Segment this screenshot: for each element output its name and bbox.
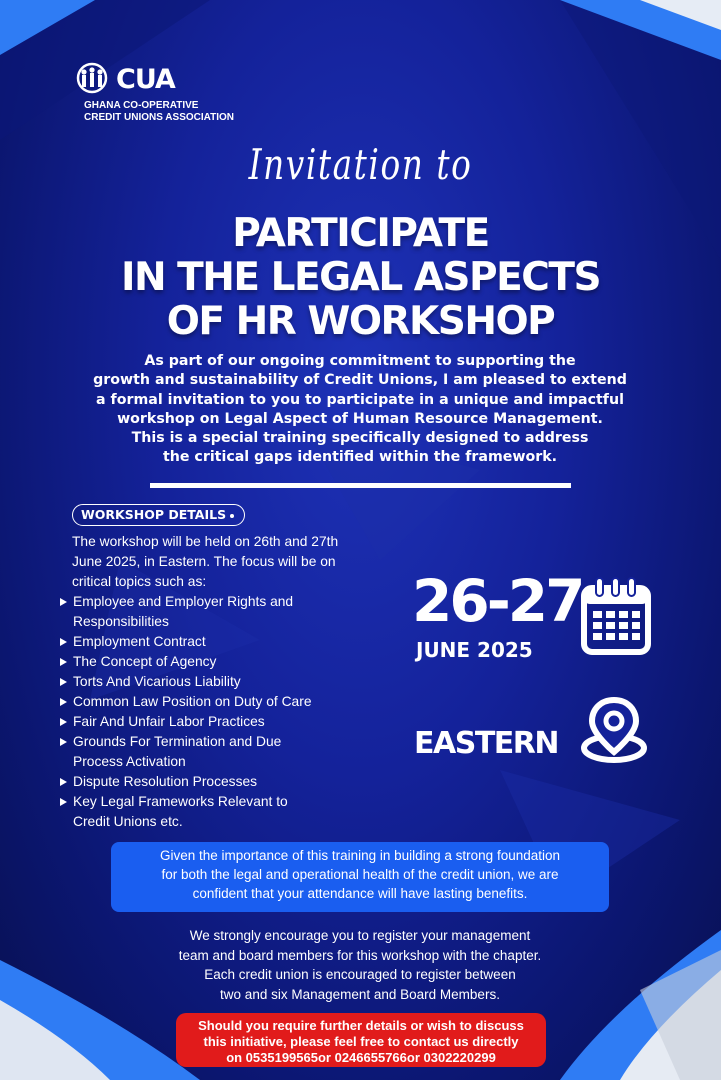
topic-text: Employee and Employer Rights and bbox=[73, 594, 294, 609]
topic-text: Fair And Unfair Labor Practices bbox=[73, 714, 265, 729]
contact-box bbox=[176, 1013, 546, 1067]
encourage-line: team and board members for this workshop with the chapter. bbox=[178, 947, 542, 963]
topic-text: Common Law Position on Duty of Care bbox=[73, 694, 312, 709]
intro-line: This is a special training specifically designed to address bbox=[131, 430, 589, 447]
headline-line: PARTICIPATE bbox=[232, 211, 489, 256]
intro-line: the critical gaps identified within the framework. bbox=[162, 449, 558, 466]
topic-text: Dispute Resolution Processes bbox=[73, 774, 258, 789]
divider bbox=[150, 483, 571, 488]
contact-line: Should you require further details or wish to discuss bbox=[198, 1018, 524, 1033]
details-line: June 2025, in Eastern. The focus will be on bbox=[72, 554, 336, 569]
intro-line: workshop on Legal Aspect of Human Resource Management. bbox=[117, 410, 603, 427]
logo-subtitle bbox=[84, 100, 284, 124]
importance-note bbox=[111, 842, 609, 912]
dot-icon bbox=[230, 514, 234, 518]
cua-logo-icon bbox=[72, 62, 118, 98]
contact-line: on 0535199565or 0246655766or 0302220299 bbox=[226, 1050, 496, 1065]
workshop-details-badge bbox=[72, 504, 245, 526]
list-item bbox=[58, 652, 378, 672]
intro-paragraph bbox=[60, 352, 660, 468]
cua-logo bbox=[72, 62, 272, 132]
note-line: confident that your attendance will have lasting benefits. bbox=[192, 886, 528, 901]
note-line: Given the importance of this training in building a strong foundation bbox=[160, 848, 560, 863]
details-text bbox=[72, 532, 392, 592]
list-item bbox=[58, 712, 378, 732]
logo-name: CUA bbox=[116, 64, 175, 95]
encourage-line: Each credit union is encouraged to register between bbox=[204, 967, 516, 983]
invitation-script: Invitation to bbox=[248, 140, 473, 189]
list-item bbox=[58, 792, 378, 832]
bullet-icon bbox=[60, 778, 67, 786]
list-item bbox=[58, 672, 378, 692]
bullet-icon bbox=[60, 698, 67, 706]
list-item bbox=[58, 732, 378, 772]
headline bbox=[0, 212, 721, 344]
note-line: for both the legal and operational health of the credit union, we are bbox=[161, 867, 559, 882]
location-pin-icon bbox=[578, 696, 650, 766]
event-month: JUNE 2025 bbox=[416, 638, 533, 662]
bullet-icon bbox=[60, 798, 67, 806]
bullet-icon bbox=[60, 598, 67, 606]
bullet-icon bbox=[60, 658, 67, 666]
list-item bbox=[58, 592, 378, 632]
list-item bbox=[58, 692, 378, 712]
logo-subtitle-line: GHANA CO-OPERATIVE bbox=[84, 100, 199, 111]
intro-line: a formal invitation to you to participate in a unique and impactful bbox=[96, 391, 624, 408]
contact-line: this initiative, please feel free to contact us directly bbox=[203, 1034, 519, 1049]
topic-text: Credit Unions etc. bbox=[73, 814, 183, 829]
encourage-line: We strongly encourage you to register your management bbox=[189, 928, 531, 943]
headline-line: OF HR WORKSHOP bbox=[166, 299, 555, 344]
registration-paragraph bbox=[110, 926, 610, 1004]
encourage-line: two and six Management and Board Members. bbox=[220, 986, 500, 1002]
topic-text: Key Legal Frameworks Relevant to bbox=[73, 794, 288, 809]
bullet-icon bbox=[60, 738, 67, 746]
intro-line: As part of our ongoing commitment to supporting the bbox=[144, 353, 576, 369]
details-line: The workshop will be held on 26th and 27th bbox=[72, 534, 339, 549]
topics-list bbox=[58, 592, 378, 832]
event-venue: EASTERN bbox=[414, 726, 558, 761]
topic-text: Responsibilities bbox=[73, 614, 169, 629]
calendar-icon bbox=[580, 576, 652, 656]
details-line: critical topics such as: bbox=[72, 574, 207, 589]
topic-text: The Concept of Agency bbox=[73, 654, 217, 669]
list-item bbox=[58, 632, 378, 652]
bullet-icon bbox=[60, 638, 67, 646]
badge-label: WORKSHOP DETAILS bbox=[81, 507, 227, 522]
logo-subtitle-line: CREDIT UNIONS ASSOCIATION bbox=[84, 112, 235, 123]
event-dates: 26-27 bbox=[412, 567, 583, 635]
topic-text: Grounds For Termination and Due bbox=[73, 734, 282, 749]
topic-text: Process Activation bbox=[73, 754, 186, 769]
headline-line: IN THE LEGAL ASPECTS bbox=[120, 255, 601, 300]
intro-line: growth and sustainability of Credit Unions, I am pleased to extend bbox=[93, 372, 627, 389]
bullet-icon bbox=[60, 678, 67, 686]
topic-text: Employment Contract bbox=[73, 634, 206, 649]
list-item bbox=[58, 772, 378, 792]
topic-text: Torts And Vicarious Liability bbox=[73, 674, 241, 689]
bullet-icon bbox=[60, 718, 67, 726]
